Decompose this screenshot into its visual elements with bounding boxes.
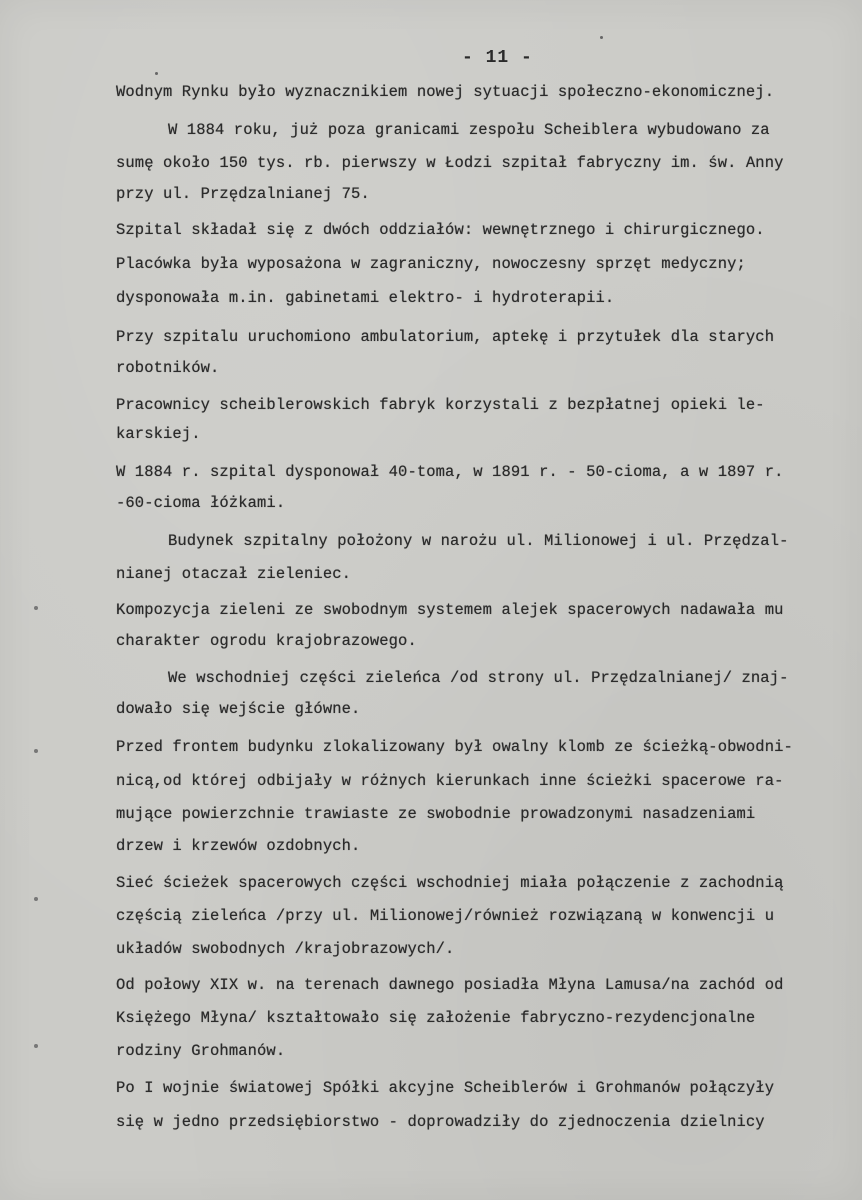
text-line: Sieć ścieżek spacerowych części wschodniej miała połączenie z zachodnią — [116, 874, 784, 892]
text-line: Księżego Młyna/ kształtowało się założenie fabryczno-rezydencjonalne — [116, 1009, 756, 1027]
text-line: Szpital składał się z dwóch oddziałów: wewnętrznego i chirurgicznego. — [116, 221, 765, 239]
text-line: przy ul. Przędzalnianej 75. — [116, 185, 370, 203]
text-line: Pracownicy scheiblerowskich fabryk korzystali z bezpłatnej opieki le- — [116, 396, 765, 414]
text-line: mujące powierzchnie trawiaste ze swobodnie prowadzonymi nasadzeniami — [116, 805, 756, 823]
text-line: nianej otaczał zieleniec. — [116, 565, 352, 583]
text-line: Po I wojnie światowej Spółki akcyjne Scheiblerów i Grohmanów połączyły — [116, 1079, 775, 1097]
text-line: Przy szpitalu uruchomiono ambulatorium, aptekę i przytułek dla starych — [116, 328, 775, 346]
margin-dot — [34, 897, 38, 901]
text-line: dowało się wejście główne. — [116, 700, 361, 718]
text-line: sumę około 150 tys. rb. pierwszy w Łodzi szpitał fabryczny im. św. Anny — [116, 154, 784, 172]
text-line: Placówka była wyposażona w zagraniczny, nowoczesny sprzęt medyczny; — [116, 255, 746, 273]
text-line: Kompozycja zieleni ze swobodnym systemem alejek spacerowych nadawała mu — [116, 601, 784, 619]
text-line: karskiej. — [116, 425, 201, 443]
text-line: rodziny Grohmanów. — [116, 1042, 286, 1060]
margin-dot — [34, 749, 38, 753]
text-line: W 1884 roku, już poza granicami zespołu Scheiblera wybudowano za — [168, 121, 770, 139]
text-line: dysponowała m.in. gabinetami elektro- i hydroterapii. — [116, 289, 615, 307]
text-line: Od połowy XIX w. na terenach dawnego posiadła Młyna Lamusa/na zachód od — [116, 976, 784, 994]
page-number: - 11 - — [462, 48, 533, 68]
text-line: Wodnym Rynku było wyznacznikiem nowej sytuacji społeczno-ekonomicznej. — [116, 83, 775, 101]
ink-speck — [600, 36, 603, 39]
text-line: nicą,od której odbijały w różnych kierunkach inne ścieżki spacerowe ra- — [116, 772, 784, 790]
text-line: charakter ogrodu krajobrazowego. — [116, 632, 417, 650]
text-line: układów swobodnych /krajobrazowych/. — [116, 940, 455, 958]
text-line: W 1884 r. szpital dysponował 40-toma, w 1891 r. - 50-cioma, a w 1897 r. — [116, 463, 784, 481]
text-line: robotników. — [116, 359, 220, 377]
margin-dot — [34, 606, 38, 610]
margin-dot — [34, 1044, 38, 1048]
ink-speck — [155, 72, 158, 75]
text-line: drzew i krzewów ozdobnych. — [116, 837, 361, 855]
text-line: się w jedno przedsiębiorstwo - doprowadziły do zjednoczenia dzielnicy — [116, 1113, 765, 1131]
text-line: We wschodniej części zieleńca /od strony ul. Przędzalnianej/ znaj- — [168, 669, 789, 687]
text-line: -60-cioma łóżkami. — [116, 494, 286, 512]
text-line: Budynek szpitalny położony w narożu ul. Milionowej i ul. Przędzal- — [168, 532, 789, 550]
text-line: częścią zieleńca /przy ul. Milionowej/również rozwiązaną w konwencji u — [116, 907, 775, 925]
text-line: Przed frontem budynku zlokalizowany był owalny klomb ze ścieżką-obwodni- — [116, 738, 793, 756]
